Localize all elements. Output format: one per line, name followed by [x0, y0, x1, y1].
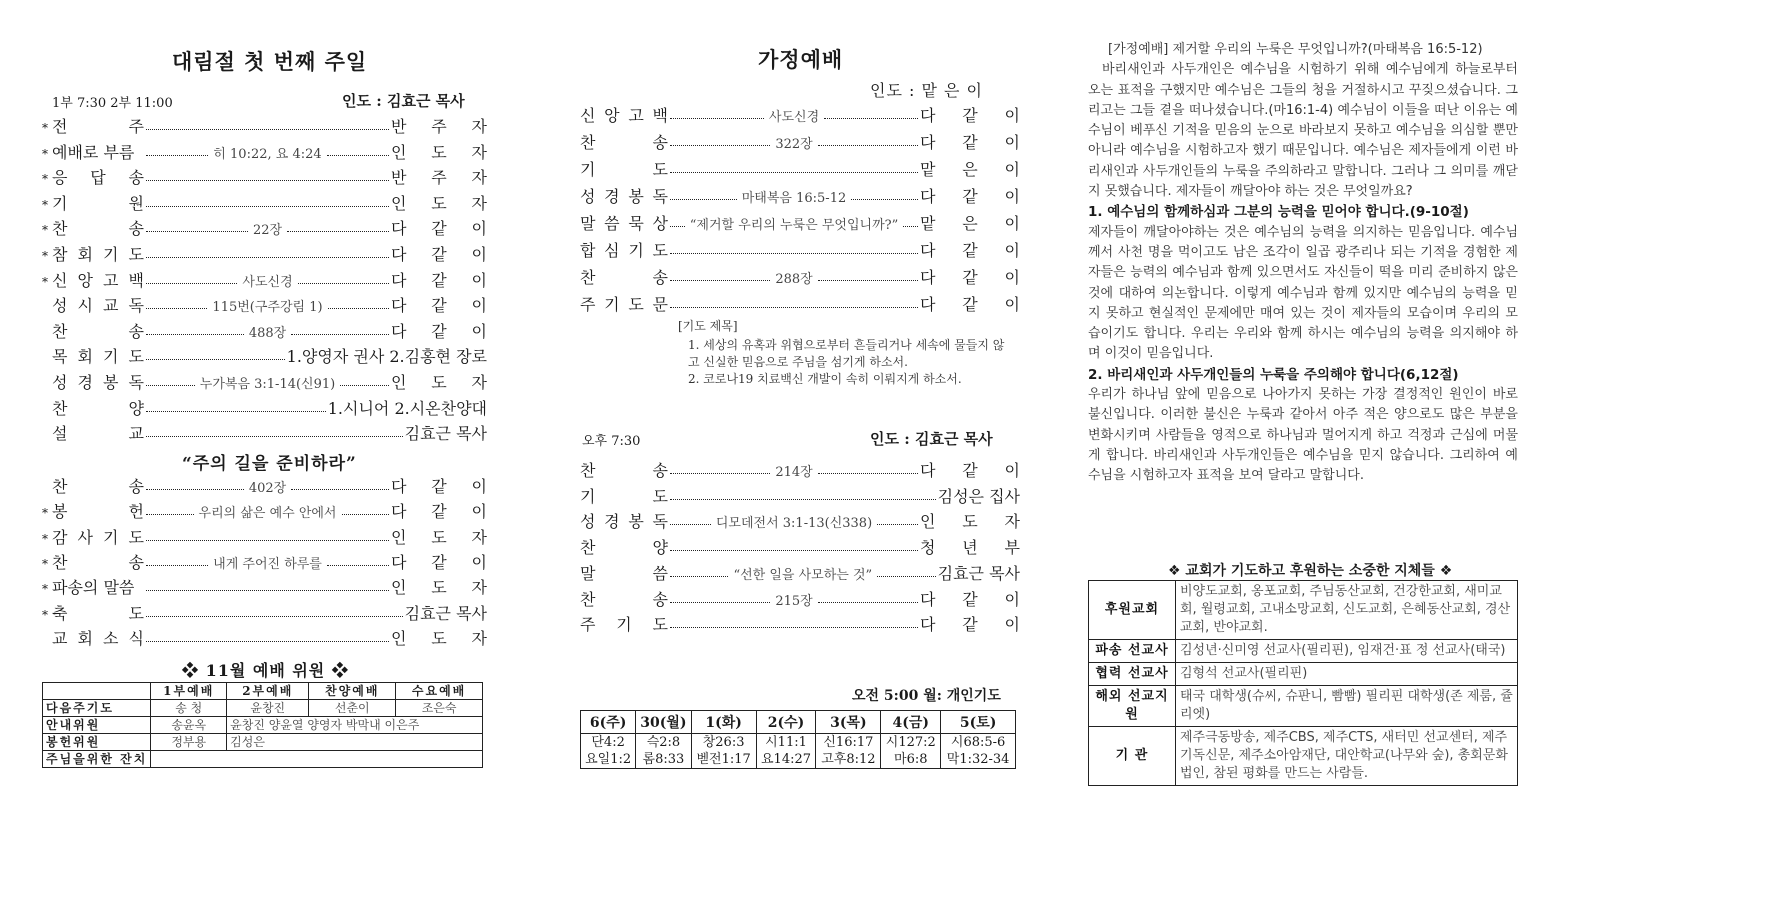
order-label: 파송의 말씀: [52, 578, 135, 598]
order-responsible: 반 주 자: [391, 168, 487, 188]
committee-role: 다음주기도: [43, 700, 151, 717]
order-row: [42, 499, 487, 522]
order-responsible: 다 같 이: [920, 461, 1020, 480]
order-label: 예배로 부름: [52, 142, 135, 162]
day-header: 5(토): [941, 711, 1016, 734]
order-row: [42, 575, 487, 598]
bible-verse: 롬8:33: [636, 751, 691, 769]
dot-leader: [146, 514, 194, 515]
bible-reading-table: [580, 710, 1016, 769]
order-detail: 288장: [775, 272, 813, 287]
bible-verse: 마6:8: [881, 751, 941, 769]
order-detail: 사도신경: [242, 274, 293, 290]
order-label: 찬 송: [580, 133, 668, 152]
dot-leader: [670, 602, 770, 603]
dot-leader: [146, 334, 244, 335]
order-label: 목 회 기 도: [52, 347, 144, 367]
order-row: [42, 216, 487, 239]
bible-verse: 시11:1: [756, 734, 816, 752]
dot-leader: [670, 226, 685, 227]
order-row: [42, 114, 487, 137]
order-label: 주 기 도 문: [580, 295, 668, 314]
bible-verse: 요14:27: [756, 751, 816, 769]
order-detail: 488장: [248, 325, 287, 341]
order-row: [580, 535, 1020, 558]
bible-verse: 시127:2: [881, 734, 941, 752]
order-row: [580, 484, 1020, 507]
order-row: [42, 293, 487, 316]
order-row: [580, 265, 1020, 288]
order-row: [42, 242, 487, 265]
committee-cell: 김성은: [227, 734, 483, 751]
family-leader: 인도 : 맡 은 이: [870, 81, 984, 100]
order-row: [42, 525, 487, 548]
bible-verse: 단4:2: [581, 734, 636, 752]
support-names: 김성년·신미영 선교사(필리핀), 임재건·표 정 선교사(태국): [1176, 640, 1518, 663]
order-label: 찬 송: [52, 321, 144, 341]
dot-leader: [670, 524, 711, 525]
evening-time: 오후 7:30: [582, 434, 641, 449]
order-label: 봉 헌: [52, 502, 144, 522]
order-row: [42, 474, 487, 497]
family-title: 가정예배: [758, 47, 844, 72]
committee-cell: [151, 751, 483, 768]
committee-header: [43, 683, 151, 700]
order-responsible: 맡 은 이: [920, 160, 1020, 179]
order-row: [42, 165, 487, 188]
order-responsible: 김효근 목사: [404, 603, 487, 623]
dot-leader: [670, 199, 737, 200]
day-header: 1(화): [691, 711, 756, 734]
dot-leader: [146, 489, 244, 490]
order-row: [42, 344, 487, 367]
devotion-point-2: 2. 바리새인과 사두개인들의 누룩을 주의해야 합니다(6,12절): [1088, 366, 1459, 383]
day-header: 3(목): [816, 711, 881, 734]
order-responsible: 다 같 이: [920, 615, 1020, 635]
dot-leader: [903, 226, 918, 227]
required-star: *: [42, 274, 48, 289]
dot-leader: [327, 565, 389, 566]
dot-leader: [146, 206, 389, 207]
support-table: [1088, 580, 1518, 786]
order-row: [42, 370, 487, 393]
order-responsible: 다 같 이: [391, 321, 487, 341]
service-times: 1부 7:30 2부 11:00: [52, 96, 173, 111]
dot-leader: [328, 308, 389, 309]
required-star: *: [42, 531, 48, 546]
order-label: 합 심 기 도: [580, 241, 668, 260]
bible-verse: 시68:5-6: [941, 734, 1016, 752]
order-row: [42, 396, 487, 419]
order-label: 성 경 봉 독: [580, 512, 668, 532]
required-star: *: [42, 172, 48, 187]
dot-leader: [146, 155, 208, 156]
order-responsible: 인 도 자: [391, 628, 487, 648]
order-responsible: 다 같 이: [391, 296, 487, 316]
dot-leader: [287, 231, 389, 232]
dot-leader: [670, 473, 770, 474]
order-label: 찬 양: [580, 538, 668, 558]
order-label: 찬 송: [52, 552, 144, 572]
order-responsible: 다 같 이: [920, 295, 1020, 314]
order-responsible: 다 같 이: [920, 187, 1020, 206]
committee-cell: 선춘이: [309, 700, 396, 717]
order-label: 설 교: [52, 424, 144, 444]
dot-leader: [146, 308, 207, 309]
dot-leader: [670, 627, 918, 628]
table-row: [1089, 727, 1518, 786]
dot-leader: [670, 253, 918, 254]
table-row: [581, 734, 1016, 752]
devotion-heading: [가정예배] 제거할 우리의 누룩은 무엇입니까?(마태복음 16:5-12): [1108, 42, 1483, 57]
bible-verse: 창26:3: [691, 734, 756, 752]
order-responsible: 김효근 목사: [937, 563, 1020, 583]
dot-leader: [146, 616, 403, 617]
support-names: 태국 대학생(슈씨, 슈판니, 빰빰) 필리핀 대학생(존 제룸, 쥴리엣): [1176, 686, 1518, 727]
order-label: 찬 양: [52, 398, 144, 418]
bible-verse: 슥2:8: [636, 734, 691, 752]
committee-cell: 조은숙: [396, 700, 483, 717]
service-leader: 인도 : 김효근 목사: [342, 92, 465, 110]
order-row: [42, 550, 487, 573]
order-label: 신 앙 고 백: [52, 270, 144, 290]
committee-role: 안내위원: [43, 717, 151, 734]
devotion-paragraph: 바리새인과 사두개인은 예수님을 시험하기 위해 예수님에게 하늘로부터 오는 표적을 구했지만 예수님은 그들의 청을 거절하시고 꾸짖으셨습니다. 그리고는 그들 곁을 떠나셨습니다.(마16:1-4) 예수님이 이들을 떠난 이유는 예수님이 베푸신 기적을 믿음의 눈으로 바라보지 못하고 예수님을 의심할 뿐만 아니라 예수님을 시험하고자 했기 때문입니다. 예수님은 제자들에게 이런 바리새인과 사두개인들의 누룩을 주의하라고 말합니다. 그러나 그 의미를 깨닫지 못했습니다. 제자들이 깨달아야 하는 것은 무엇일까요?: [1088, 62, 1518, 200]
order-label: 성 경 봉 독: [580, 187, 668, 206]
order-responsible: 다 같 이: [391, 245, 487, 264]
order-row: [580, 561, 1020, 584]
order-label: 말 씀: [580, 563, 668, 583]
order-label: 찬 송: [52, 219, 144, 239]
dot-leader: [818, 280, 918, 281]
committee-role: 봉헌위원: [43, 734, 151, 751]
order-row: [42, 421, 487, 444]
order-label: 찬 송: [580, 268, 668, 287]
order-responsible: 다 같 이: [920, 241, 1020, 260]
order-label: 말 씀 묵 상: [580, 214, 668, 233]
day-header: 2(수): [756, 711, 816, 734]
order-row: [42, 191, 487, 214]
order-row: [580, 157, 1020, 180]
required-star: *: [42, 607, 48, 622]
committee-cell: 송윤옥: [151, 717, 227, 734]
bible-verse: 막1:32-34: [941, 751, 1016, 769]
dot-leader: [298, 283, 389, 284]
dot-leader: [146, 231, 248, 232]
order-detail: 누가복음 3:1-14(신91): [199, 377, 336, 392]
table-row: [1089, 581, 1518, 640]
dot-leader: [818, 145, 918, 146]
order-row: [580, 103, 1020, 126]
committee-role: 주님을위한 잔치: [43, 751, 151, 768]
order-label: 기 도: [580, 160, 668, 179]
dot-leader: [146, 180, 389, 181]
dot-leader: [291, 334, 389, 335]
order-row: [580, 587, 1020, 610]
order-row: [580, 238, 1020, 261]
support-names: 제주극동방송, 제주CBS, 제주CTS, 새터민 선교센터, 제주기독신문, 제주소아암재단, 대안학교(나무와 숲), 총회문화법인, 참된 평화를 만드는 사람들.: [1176, 727, 1518, 786]
order-label: 신 앙 고 백: [580, 106, 668, 125]
day-header: 6(주): [581, 711, 636, 734]
order-detail: 215장: [775, 593, 813, 609]
order-responsible: 다 같 이: [920, 106, 1021, 125]
support-category: 해외 선교지원: [1089, 686, 1176, 727]
order-responsible: 다 같 이: [391, 477, 487, 496]
dot-leader: [670, 118, 764, 119]
order-responsible: 다 같 이: [920, 268, 1020, 287]
dot-leader: [342, 514, 390, 515]
table-row: [43, 700, 483, 717]
support-title: ❖ 교회가 기도하고 후원하는 소중한 지체들 ❖: [1168, 563, 1453, 579]
order-label: 성 경 봉 독: [52, 373, 144, 392]
order-detail: “선한 일을 사모하는 것”: [733, 567, 873, 583]
order-responsible: 다 같 이: [391, 552, 488, 572]
prayer-item: 1. 세상의 유혹과 위협으로부터 흔들리거나 세속에 물들지 않고 신실한 믿음으로 주님을 섬기게 하소서.: [688, 338, 1005, 369]
dot-leader: [670, 499, 936, 500]
order-responsible: 다 같 이: [391, 219, 488, 239]
table-row: [1089, 686, 1518, 727]
order-responsible: 인 도 자: [391, 142, 487, 162]
required-star: *: [42, 582, 48, 597]
dot-leader: [146, 411, 326, 412]
bible-verse: 신16:17: [816, 734, 881, 752]
order-row: [580, 292, 1020, 315]
committee-header: 찬양예배: [309, 683, 396, 700]
required-star: *: [42, 556, 48, 571]
dot-leader: [146, 385, 195, 386]
order-responsible: 다 같 이: [391, 502, 488, 522]
table-row: [1089, 663, 1518, 686]
dot-leader: [670, 550, 918, 551]
table-row: [43, 751, 483, 768]
bible-verse: 벧전1:17: [691, 751, 756, 769]
required-star: *: [42, 249, 48, 263]
order-responsible: 1.시니어 2.시온찬양대: [327, 398, 487, 418]
devotion-paragraph: 우리가 하나님 앞에 믿음으로 나아가지 못하는 가장 결정적인 원인이 바로 불신입니다. 이러한 불신은 누룩과 같아서 아주 적은 양으로도 많은 부분을 변화시키며 사람들을 영적으로 하나님과 멀어지게 하고 걱정과 근심에 머물게 합니다. 바리새인과 사두개인들은 예수님을 믿지 않습니다. 그리하여 예수님을 시험하고자 표적을 보여 달라고 말합니다.: [1088, 387, 1518, 484]
devotion-paragraph: 제자들이 깨달아야하는 것은 예수님의 능력을 의지하는 믿음입니다. 예수님께서 사천 명을 먹이고도 남은 조각이 일곱 광주리나 되는 기적을 경험한 제자들은 능력의 예수님과 함께 있으면서도 자신들이 떡을 미리 준비하지 않은 것에 대하여 의논합니다. 이렇게 예수님과 함께 있지만 예수님의 능력을 믿지 못하고 현실적인 문제에만 매여 있는 것이 제자들의 모습이며 우리의 모습이기도 합니다. 우리는 우리와 함께 하시는 예수님의 능력을 의지해야 하며 이것이 믿음입니다.: [1088, 224, 1518, 362]
order-row: [580, 612, 1020, 635]
order-row: [580, 130, 1020, 153]
order-responsible: 1.양영자 권사 2.김홍현 장로: [286, 347, 487, 367]
order-row: [42, 268, 487, 291]
order-row: [42, 140, 487, 163]
order-label: 기 원: [52, 193, 144, 213]
support-names: 비양도교회, 옹포교회, 주님동산교회, 건강한교회, 새미교회, 월령교회, 고내소망교회, 신도교회, 은혜동산교회, 경산교회, 반야교회.: [1176, 581, 1518, 640]
order-label: 찬 송: [52, 477, 144, 496]
table-row: [43, 717, 483, 734]
bible-verse: 요일1:2: [581, 751, 636, 769]
support-names: 김형석 선교사(필리핀): [1176, 663, 1518, 686]
order-label: 기 도: [580, 486, 668, 506]
committee-cell: 정부용: [151, 734, 227, 751]
order-row: [580, 211, 1020, 234]
dot-leader: [818, 602, 918, 603]
order-responsible: 맡 은 이: [920, 214, 1021, 233]
order-responsible: 다 같 이: [920, 133, 1020, 152]
order-label: 교 회 소 식: [52, 628, 144, 648]
order-label: 주 기 도: [580, 615, 668, 635]
bible-verse: 고후8:12: [816, 751, 881, 769]
order-responsible: 인 도 자: [391, 193, 487, 213]
committee-cell: 송 청: [151, 700, 227, 717]
dot-leader: [146, 129, 389, 130]
order-responsible: 인 도 자: [391, 527, 487, 547]
committee-header: 수요예배: [396, 683, 483, 700]
prayer-item: 2. 코로나19 치료백신 개발이 속히 이뤄지게 하소서.: [688, 372, 962, 386]
prayer-box: [678, 318, 1010, 388]
dot-leader: [670, 576, 728, 577]
order-label: 찬 송: [580, 461, 668, 480]
dot-leader: [327, 155, 389, 156]
order-detail: 115번(구주강림 1): [212, 300, 323, 316]
required-star: *: [42, 121, 48, 135]
dot-leader: [877, 524, 918, 525]
order-detail: 402장: [248, 481, 287, 496]
prayer-title: [기도 제목]: [678, 319, 738, 333]
sunday-title: 대림절 첫 번째 주일: [172, 49, 368, 74]
order-label: 참 회 기 도: [52, 245, 144, 264]
dot-leader: [146, 359, 285, 360]
order-row: [580, 458, 1020, 481]
order-row: [580, 509, 1020, 532]
table-row: [43, 734, 483, 751]
required-star: *: [42, 197, 48, 212]
dot-leader: [818, 473, 918, 474]
support-category: 기 관: [1089, 727, 1176, 786]
order-detail: 사도신경: [768, 110, 820, 125]
committee-cell: 윤창진 양윤열 양영자 박막내 이은주: [227, 717, 483, 734]
order-row: [42, 601, 487, 624]
order-responsible: 다 같 이: [920, 589, 1020, 609]
devotion-article: [1088, 40, 1518, 487]
dot-leader: [146, 565, 208, 566]
support-category: 협력 선교사: [1089, 663, 1176, 686]
sermon-title: “주의 길을 준비하라”: [182, 454, 357, 474]
dot-leader: [670, 307, 918, 308]
dot-leader: [146, 257, 389, 258]
required-star: *: [42, 506, 48, 521]
dot-leader: [146, 436, 403, 437]
order-responsible: 인 도 자: [391, 373, 487, 392]
order-label: 감 사 기 도: [52, 527, 144, 547]
dot-leader: [824, 118, 918, 119]
order-label: 찬 송: [580, 589, 668, 609]
day-header: 30(월): [636, 711, 691, 734]
order-detail: 디모데전서 3:1-13(신338): [715, 516, 873, 532]
order-label: 성 시 교 독: [52, 296, 144, 316]
dot-leader: [670, 172, 918, 173]
dot-leader: [146, 283, 237, 284]
support-category: 후원교회: [1089, 581, 1176, 640]
dot-leader: [670, 145, 770, 146]
morning-prayer: 오전 5:00 월: 개인기도: [852, 688, 1001, 704]
evening-leader: 인도 : 김효근 목사: [870, 430, 993, 448]
required-star: *: [42, 223, 48, 238]
support-category: 파송 선교사: [1089, 640, 1176, 663]
dot-leader: [291, 489, 389, 490]
order-row: [42, 319, 487, 342]
order-responsible: 인 도 자: [920, 512, 1021, 532]
order-detail: 마태복음 16:5-12: [741, 191, 847, 206]
order-detail: 히 10:22, 요 4:24: [213, 146, 322, 162]
dot-leader: [877, 576, 935, 577]
order-detail: 22장: [252, 223, 283, 239]
committee-table: [42, 682, 483, 768]
order-row: [42, 626, 487, 649]
required-star: *: [42, 146, 48, 161]
committee-cell: 윤창진: [227, 700, 309, 717]
order-responsible: 김효근 목사: [404, 424, 487, 444]
order-detail: 214장: [775, 465, 813, 480]
devotion-point-1: 1. 예수님의 함께하심과 그분의 능력을 믿어야 합니다.(9-10절): [1088, 204, 1469, 221]
table-row: [581, 751, 1016, 769]
dot-leader: [670, 280, 770, 281]
dot-leader: [146, 641, 389, 642]
committee-header: 1부예배: [151, 683, 227, 700]
order-row: [580, 184, 1020, 207]
order-responsible: 김성은 집사: [937, 486, 1020, 506]
order-responsible: 청 년 부: [920, 538, 1020, 558]
dot-leader: [340, 385, 389, 386]
dot-leader: [146, 590, 389, 591]
order-detail: “제거할 우리의 누룩은 무엇입니까?”: [689, 218, 899, 233]
order-detail: 우리의 삶은 예수 안에서: [198, 506, 337, 522]
committee-header: 2부예배: [227, 683, 309, 700]
order-responsible: 인 도 자: [391, 578, 487, 598]
order-label: 축 도: [52, 603, 144, 623]
order-detail: 내게 주어진 하루를: [213, 556, 322, 572]
order-responsible: 반 주 자: [391, 117, 487, 136]
order-responsible: 다 같 이: [391, 270, 488, 290]
order-label: 전 주: [52, 117, 144, 136]
order-label: 응 답 송: [52, 168, 144, 188]
order-detail: 322장: [775, 137, 813, 152]
dot-leader: [146, 540, 389, 541]
day-header: 4(금): [881, 711, 941, 734]
table-row: [1089, 640, 1518, 663]
dot-leader: [851, 199, 918, 200]
committee-title: ❖ 11월 예배 위원 ❖: [182, 661, 349, 680]
